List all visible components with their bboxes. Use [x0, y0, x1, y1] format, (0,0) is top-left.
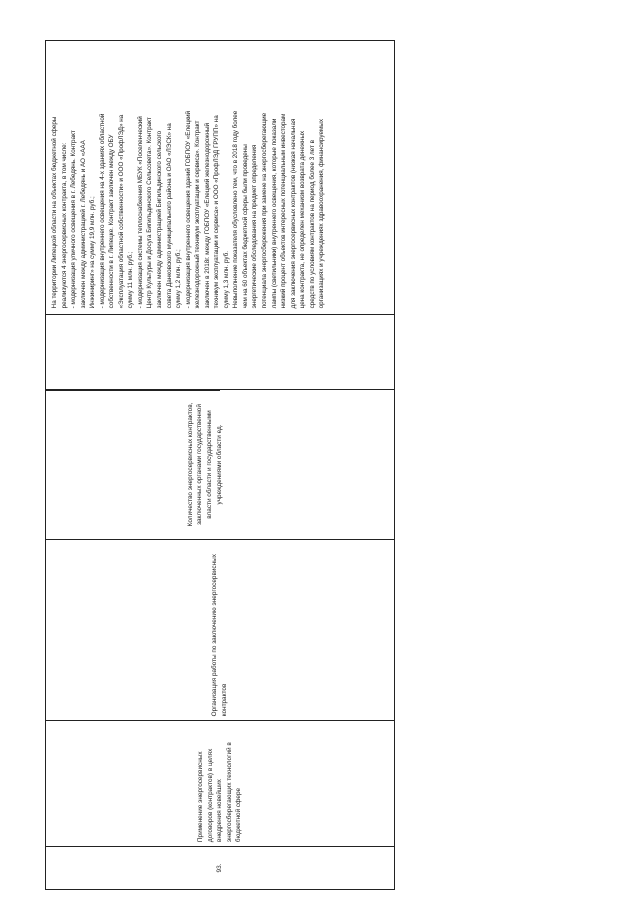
notes-line: сумму 1,2 млн. руб.;	[175, 249, 183, 309]
notes-line: реализуются 4 энергосервисных контракта, в том числе:	[60, 142, 68, 309]
program-table	[45, 40, 395, 890]
notes-line: - модернизация уличного освещения в г. Лебедянь. Контракт	[70, 130, 78, 309]
notes-line: совета Данковского муниципального района и ОАО «ЛЭСК» на	[165, 123, 173, 309]
cell-divider	[46, 390, 220, 391]
measure-text: Организация работы по заключению энергосервисных контрактов	[211, 554, 228, 717]
notes-line: потенциала энергосбережения при замене на энергосберегающие	[261, 112, 269, 309]
notes-line: сумму 1,3 млн. руб.	[222, 251, 230, 309]
notes-line: «Эксплуатация областной собственности» и ООО «ПрофЛЭД» на	[117, 114, 125, 309]
notes-line: - модернизация внутреннего освещения на 4-х зданиях областной	[98, 113, 106, 309]
notes-line: собственности в г. Липецке. Контракт заключен между ОБУ	[108, 134, 116, 309]
notes-line: сумму 11 млн. руб.;	[127, 251, 135, 309]
indicator-cell	[46, 389, 394, 539]
notes-line: энергетические обследования на предмет определения	[251, 144, 259, 309]
notes-line: На территории Липецкой области на объектах бюджетной сферы	[51, 116, 58, 309]
notes-line: Центр Культуры и Досуга Бигильдинского Сельсовета». Контракт	[146, 117, 154, 309]
activity-name-cell	[46, 720, 394, 846]
notes-line: лампы (светильники) внутреннего освещения, которые показали	[270, 118, 278, 309]
notes-cell	[46, 41, 394, 314]
notes-line: Невыполнение показателя обусловлено тем, что в 2018 году более	[232, 110, 240, 309]
notes-line: для заключения энергосервисных контрактов (низкая начальная	[289, 118, 297, 309]
empty-cell	[46, 314, 394, 389]
row-number-cell	[46, 846, 394, 889]
notes-line: Инжиниринг» на сумму 19,9 млн. руб.;	[89, 196, 97, 309]
notes-line: техникум эксплуатации и сервиса» и ООО «ПрофЛЭД ГРУПП» на	[213, 115, 221, 309]
notes-line: - модернизация системы теплоснабжения МБУК «Поселенческий	[136, 116, 144, 309]
notes-line: цена контракта, не определен механизм возврата денежных	[299, 130, 307, 309]
notes-line: организациях и учреждениях здравоохранения, финансируемых	[318, 119, 326, 309]
notes-line: - модернизация внутреннего освещения зданий ГОБПОУ «Елецкий	[184, 110, 192, 309]
activity-name: Применение энергосервисных договоров (контрактов) в целях внедрения новейших энергосберегающих технологий в бюджетной сфере	[197, 742, 243, 843]
notes-line: средств по условиям контрактов на период более 3 лет в	[308, 140, 316, 309]
notes-line: заключен между администрацией г. Лебедянь и АО «ААА	[79, 140, 87, 309]
indicator-text: Количество энергосервисных контрактов, заключенных органами государственной власти области и государственными учреждениями области ед.	[186, 402, 223, 527]
notes-line: чем на 60 объектах бюджетной сферы были проведены	[241, 144, 249, 309]
notes-line: железнодорожный техникум эксплуатации и сервиса». Контракт	[194, 120, 202, 309]
notes-line: заключен в 2018г. между ГОБПОУ «Елецкий железнодорожный	[203, 122, 211, 309]
notes-line: заключен между администрацией Бигильдинского сельского	[156, 130, 164, 309]
measure-cell	[46, 539, 394, 721]
notes-line: низкий процент объектов интересных потенциальным инвесторам	[280, 113, 288, 309]
row-number: 93.	[216, 863, 224, 873]
